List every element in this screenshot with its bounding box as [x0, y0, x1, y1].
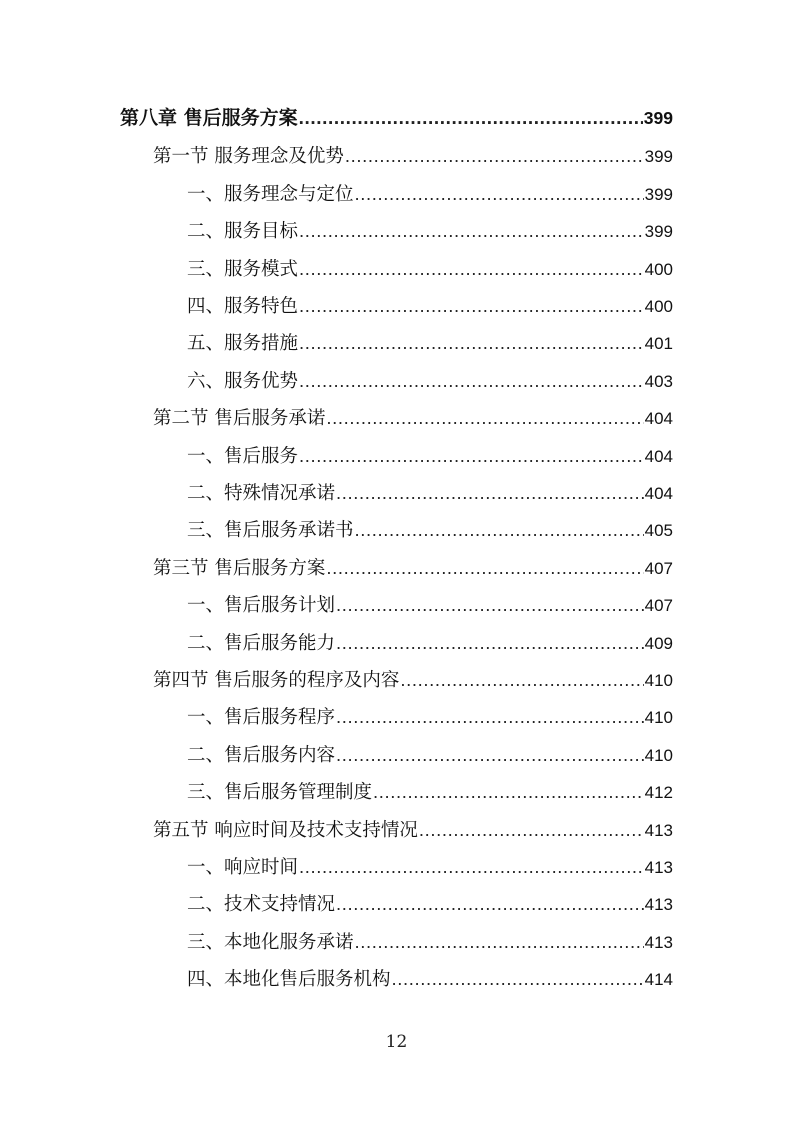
toc-leader-dots [326, 399, 643, 436]
toc-entry-label: 一、售后服务 [187, 445, 299, 467]
toc-entry-label: 五、服务措施 [187, 333, 299, 355]
toc-leader-dots [299, 250, 644, 287]
toc-leader-dots [400, 661, 643, 698]
toc-leader-dots [336, 474, 644, 511]
toc-subsection-entry[interactable] [187, 848, 673, 885]
toc-entry-page: 410 [644, 708, 673, 728]
toc-chapter-entry[interactable] [120, 100, 673, 137]
toc-entry-label: 一、响应时间 [187, 857, 299, 878]
toc-entry-label: 一、售后服务计划 [187, 595, 336, 617]
toc-subsection-entry[interactable] [187, 250, 673, 287]
toc-entry-page: 413 [644, 858, 673, 877]
toc-entry-page: 404 [644, 484, 673, 503]
toc-leader-dots [299, 848, 644, 885]
toc-leader-dots [299, 100, 643, 137]
toc-leader-dots [336, 736, 644, 773]
toc-entry-page: 413 [644, 820, 673, 840]
toc-entry-page: 413 [644, 895, 673, 915]
toc-entry-label: 第五节 响应时间及技术支持情况 [153, 819, 418, 841]
toc-entry-page: 410 [644, 671, 673, 690]
toc-entry-label: 二、特殊情况承诺 [187, 483, 336, 504]
toc-subsection-entry[interactable] [187, 175, 673, 212]
toc-subsection-entry[interactable] [187, 474, 673, 511]
toc-entry-page: 404 [644, 446, 673, 466]
toc-entry-label: 第八章 售后服务方案 [120, 107, 298, 129]
toc-entry-label: 二、售后服务内容 [187, 744, 336, 766]
toc-subsection-entry[interactable] [187, 212, 673, 249]
toc-entry-label: 第三节 售后服务方案 [153, 557, 326, 579]
page-number: 12 [385, 1032, 408, 1052]
toc-subsection-entry[interactable] [187, 736, 673, 773]
toc-entry-label: 一、服务理念与定位 [187, 183, 354, 205]
toc-leader-dots [345, 137, 644, 174]
toc-subsection-entry[interactable] [187, 698, 673, 735]
toc-entry-page: 401 [644, 334, 673, 354]
toc-leader-dots [336, 885, 644, 922]
toc-entry-label: 三、本地化服务承诺 [187, 931, 354, 953]
toc-entry-label: 第一节 服务理念及优势 [153, 146, 344, 168]
toc-subsection-entry[interactable] [187, 885, 673, 922]
toc-entry-page: 405 [644, 521, 673, 541]
toc-subsection-entry[interactable] [187, 773, 673, 810]
toc-entry-page: 400 [644, 297, 673, 316]
toc-section-entry[interactable] [153, 399, 673, 436]
toc-entry-label: 二、服务目标 [187, 221, 299, 243]
toc-leader-dots [299, 324, 644, 361]
toc-section-entry[interactable] [153, 811, 673, 848]
toc-entry-label: 三、售后服务管理制度 [187, 782, 373, 804]
toc-leader-dots [355, 923, 644, 960]
toc-subsection-entry[interactable] [187, 511, 673, 548]
toc-entry-label: 三、服务模式 [187, 258, 299, 280]
toc-entry-label: 四、服务特色 [187, 296, 299, 317]
toc-entry-label: 二、技术支持情况 [187, 894, 336, 916]
toc-subsection-entry[interactable] [187, 923, 673, 960]
toc-subsection-entry[interactable] [187, 586, 673, 623]
toc-subsection-entry[interactable] [187, 324, 673, 361]
toc-entry-page: 404 [644, 409, 673, 429]
toc-entry-page: 399 [643, 108, 673, 128]
toc-leader-dots [299, 212, 644, 249]
toc-leader-dots [392, 960, 644, 997]
toc-entry-page: 410 [644, 745, 673, 765]
toc-subsection-entry[interactable] [187, 287, 673, 324]
toc-leader-dots [373, 773, 644, 810]
toc-entry-page: 399 [644, 222, 673, 242]
toc-entry-page: 399 [644, 147, 673, 167]
toc-entry-page: 413 [644, 932, 673, 952]
toc-leader-dots [336, 698, 644, 735]
toc-section-entry[interactable] [153, 661, 673, 698]
toc-leader-dots [355, 175, 644, 212]
toc-entry-page: 407 [644, 596, 673, 616]
toc-entry-label: 六、服务优势 [187, 370, 299, 392]
toc-leader-dots [336, 624, 644, 661]
toc-entry-page: 399 [644, 184, 673, 204]
toc-subsection-entry[interactable] [187, 624, 673, 661]
toc-entry-page: 400 [644, 259, 673, 279]
toc-entry-page: 403 [644, 371, 673, 391]
toc-leader-dots [326, 549, 643, 586]
toc-section-entry[interactable] [153, 549, 673, 586]
toc-subsection-entry[interactable] [187, 960, 673, 997]
toc-leader-dots [299, 362, 644, 399]
toc-entry-page: 412 [644, 783, 673, 803]
toc-leader-dots [355, 511, 644, 548]
toc-subsection-entry[interactable] [187, 362, 673, 399]
toc-entry-label: 一、售后服务程序 [187, 707, 336, 729]
toc-entry-label: 第二节 售后服务承诺 [153, 408, 326, 430]
toc-entry-label: 第四节 售后服务的程序及内容 [153, 670, 400, 691]
toc-entry-page: 414 [644, 970, 673, 990]
toc-entry-page: 407 [644, 558, 673, 578]
toc-entry-label: 四、本地化售后服务机构 [187, 969, 391, 991]
toc-subsection-entry[interactable] [187, 437, 673, 474]
toc-leader-dots [299, 437, 644, 474]
toc-section-entry[interactable] [153, 137, 673, 174]
toc-leader-dots [336, 586, 644, 623]
toc-leader-dots [299, 287, 644, 324]
toc-entry-label: 二、售后服务能力 [187, 632, 336, 654]
toc-leader-dots [419, 811, 644, 848]
toc-entry-label: 三、售后服务承诺书 [187, 520, 354, 542]
toc-entry-page: 409 [644, 633, 673, 653]
